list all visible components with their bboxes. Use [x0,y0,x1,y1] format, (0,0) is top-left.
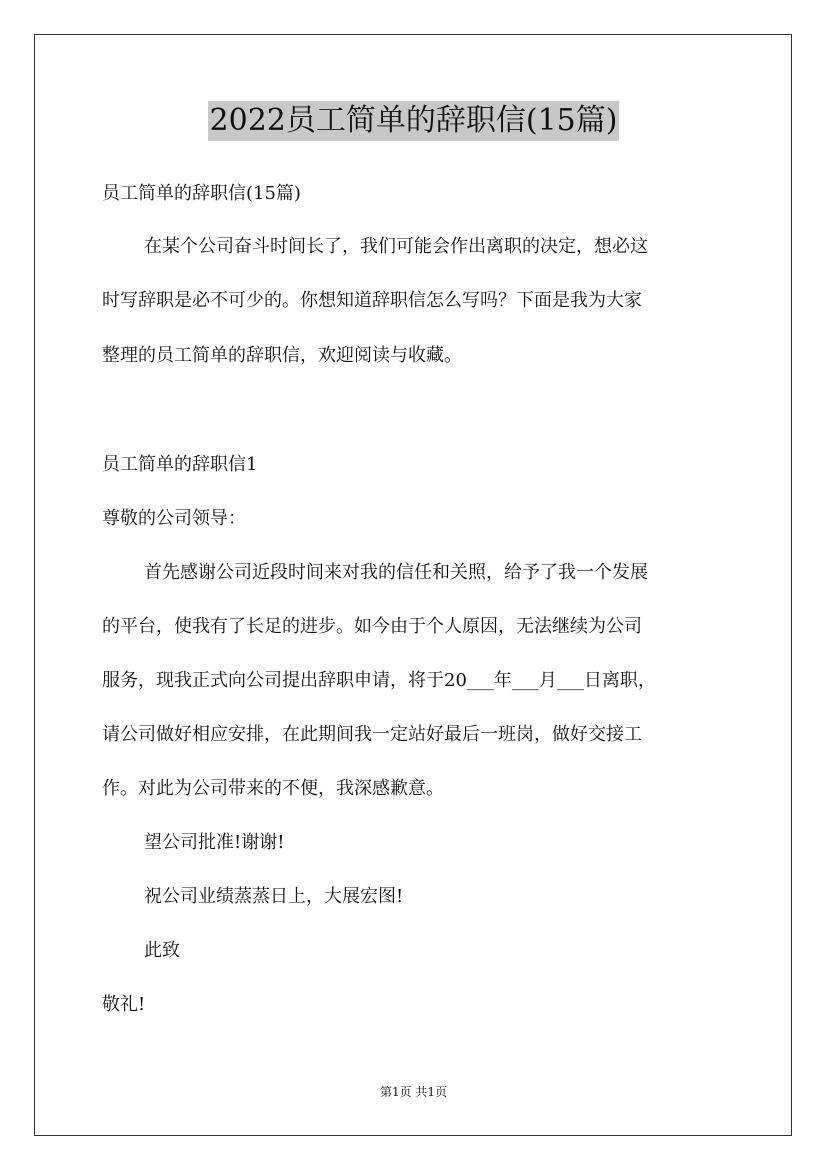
document-title: 2022员工简单的辞职信(15篇) [208,101,620,141]
intro-line-2: 时写辞职是必不可少的。你想知道辞职信怎么写吗？下面是我为大家 [102,290,642,311]
intro-line-3: 整理的员工简单的辞职信，欢迎阅读与收藏。 [102,345,462,366]
closing-cizhi: 此致 [144,940,180,961]
body-line-3: 服务，现我正式向公司提出辞职申请，将于20___年___月___日离职， [102,670,656,691]
intro-line-1: 在某个公司奋斗时间长了，我们可能会作出离职的决定，想必这 [144,236,648,257]
closing-wishes: 祝公司业绩蒸蒸日上，大展宏图! [144,886,404,907]
body-line-1: 首先感谢公司近段时间来对我的信任和关照，给予了我一个发展 [144,562,648,583]
body-line-4: 请公司做好相应安排，在此期间我一定站好最后一班岗，做好交接工 [102,724,642,745]
page-footer: 第1页 共1页 [379,1085,448,1099]
body-line-5: 作。对此为公司带来的不便，我深感歉意。 [102,778,444,799]
salutation: 尊敬的公司领导： [102,508,246,529]
letter-heading: 员工简单的辞职信1 [102,454,258,475]
body-line-2: 的平台，使我有了长足的进步。如今由于个人原因，无法继续为公司 [102,616,642,637]
closing-jingli: 敬礼! [102,994,146,1015]
title-wrap [0,101,827,141]
closing-thanks: 望公司批准!谢谢! [144,832,285,853]
subtitle: 员工简单的辞职信(15篇) [102,183,301,204]
